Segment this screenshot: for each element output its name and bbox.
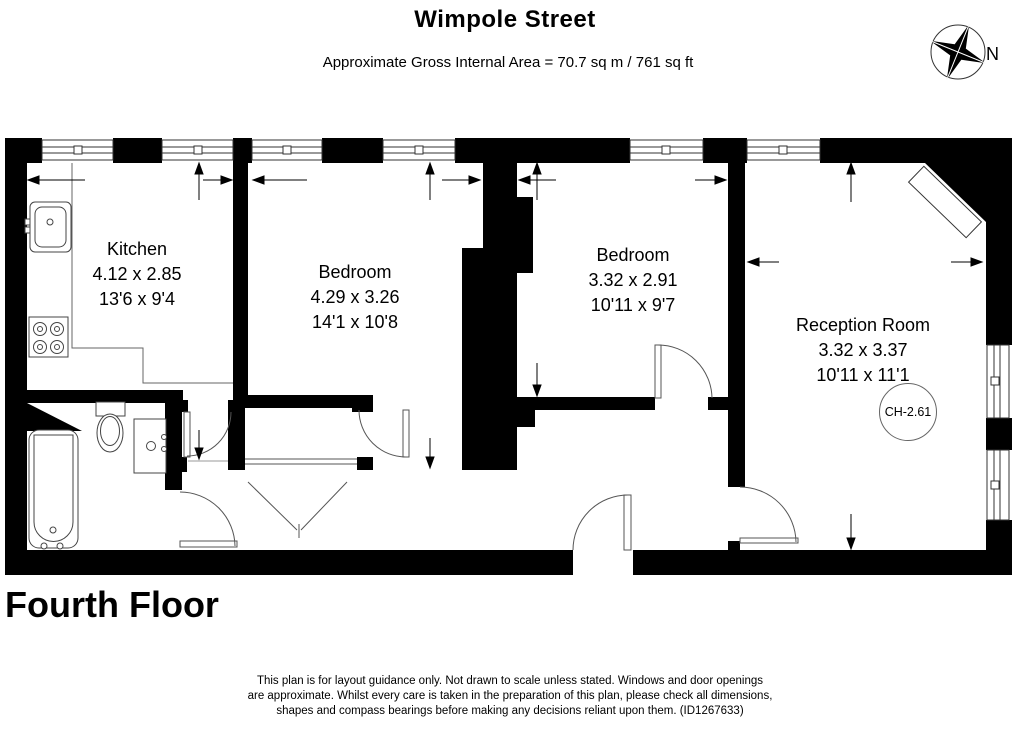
room-name: Bedroom — [318, 262, 392, 282]
window — [42, 140, 113, 160]
door-kitchen-lobby — [184, 412, 231, 457]
window — [630, 140, 703, 160]
door-bedroom-2 — [655, 345, 712, 398]
room-label-reception — [796, 313, 930, 388]
door-entry — [573, 495, 631, 550]
compass-rose — [920, 8, 1020, 96]
disclaimer — [52, 674, 968, 719]
room-dim-metric: 3.32 x 2.91 — [588, 270, 678, 290]
bathtub — [29, 430, 78, 549]
wash-basin — [134, 419, 167, 473]
disclaimer-line: This plan is for layout guidance only. Not drawn to scale unless stated. Windows and door openings — [256, 675, 764, 687]
area-subtitle: Approximate Gross Internal Area = 70.7 sq m / 761 sq ft — [322, 54, 694, 71]
disclaimer-line: shapes and compass bearings before making any decisions reliant upon them. (ID1267633) — [276, 705, 744, 717]
window — [987, 345, 1009, 418]
room-dim-metric: 4.12 x 2.85 — [92, 264, 182, 284]
floor-label: Fourth Floor — [5, 584, 219, 625]
door-bedroom-1 — [359, 410, 409, 457]
hob — [29, 317, 68, 357]
room-dim-imperial: 13'6 x 9'4 — [99, 289, 175, 309]
window — [252, 140, 322, 160]
room-name: Kitchen — [106, 239, 168, 259]
window — [987, 450, 1009, 520]
window — [747, 140, 820, 160]
door-bathroom — [180, 492, 237, 547]
room-dim-imperial: 10'11 x 11'1 — [816, 365, 910, 385]
room-name: Reception Room — [795, 315, 931, 335]
disclaimer-line: are approximate. Whilst every care is taken in the preparation of this plan, please check all dimensions, — [247, 690, 773, 702]
closet-double-doors — [188, 459, 357, 538]
room-label-bedroom-1 — [310, 260, 399, 335]
page-title: Wimpole Street — [414, 6, 596, 33]
kitchen-sink — [25, 202, 71, 252]
compass-north-label: N — [986, 44, 999, 64]
toilet — [96, 402, 125, 452]
window — [383, 140, 455, 160]
room-label-kitchen — [92, 237, 181, 312]
room-dim-imperial: 10'11 x 9'7 — [590, 295, 676, 315]
room-label-bedroom-2 — [588, 243, 677, 318]
fixtures-layer — [25, 163, 233, 549]
room-dim-metric: 4.29 x 3.26 — [310, 287, 400, 307]
room-dim-metric: 3.32 x 3.37 — [818, 340, 908, 360]
room-dim-imperial: 14'1 x 10'8 — [312, 312, 398, 332]
door-reception — [740, 487, 798, 543]
window — [162, 140, 233, 160]
ceiling-height-badge: CH-2.61 — [879, 383, 937, 441]
room-name: Bedroom — [596, 245, 670, 265]
